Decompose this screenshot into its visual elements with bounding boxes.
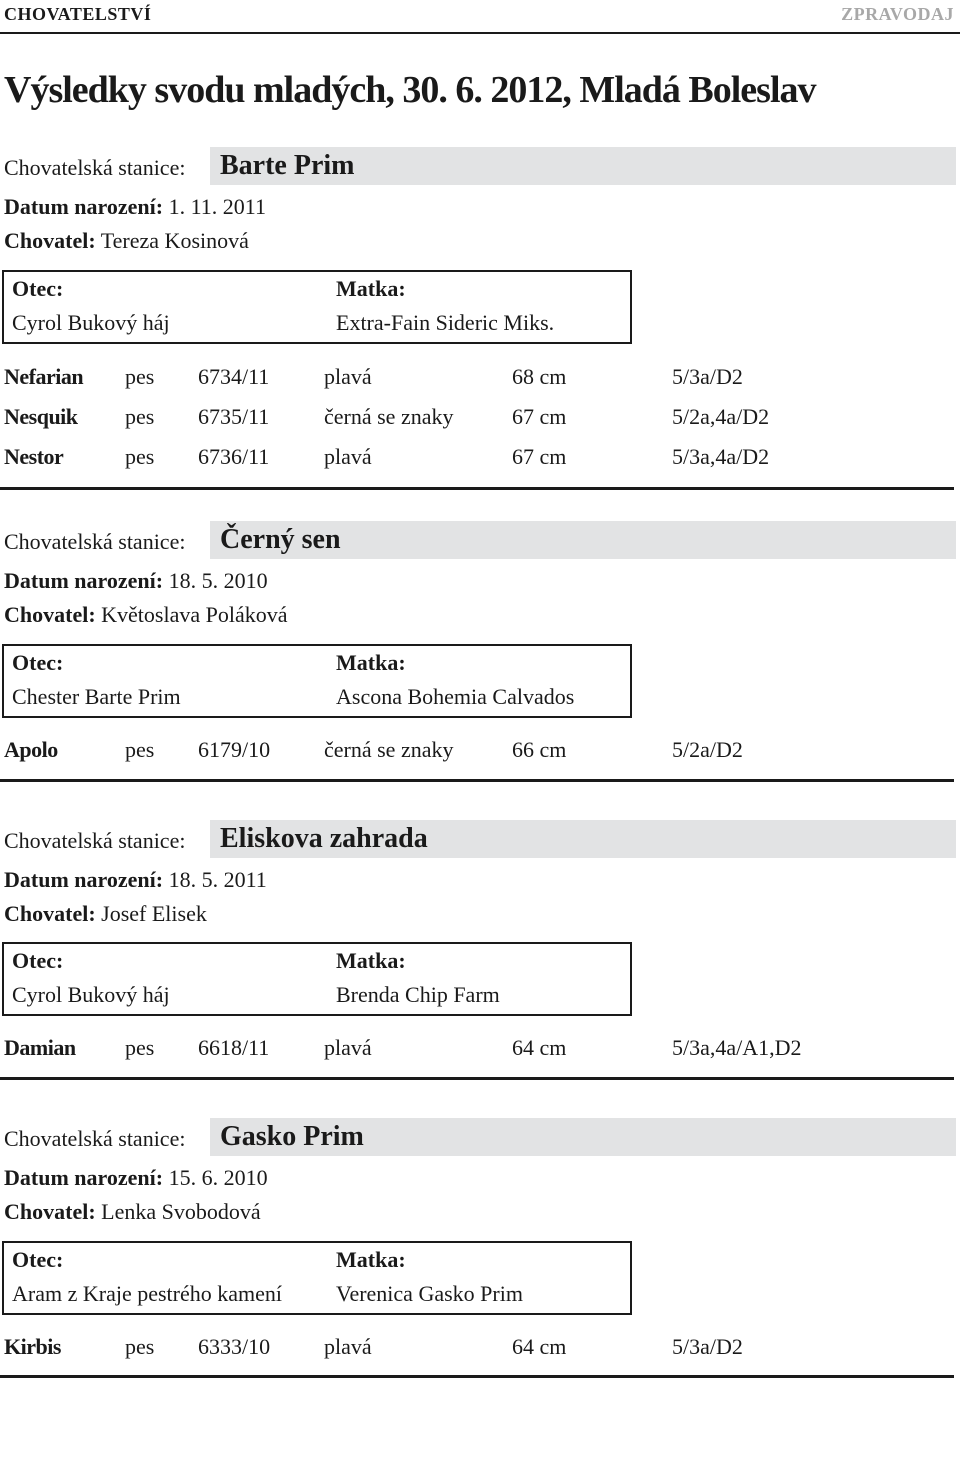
mother-cell: [336, 944, 656, 1014]
mother-name: Extra-Fain Sideric Miks.: [336, 310, 555, 335]
breeder-value: Lenka Svobodová: [101, 1199, 261, 1224]
father-cell: [12, 272, 332, 342]
header-rule: [0, 32, 960, 34]
dog-sex: pes: [125, 444, 155, 469]
mother-label: Matka:: [336, 276, 406, 301]
dog-height: 64 cm: [512, 1035, 567, 1060]
breeder: [4, 601, 288, 629]
parents-box: [2, 270, 632, 344]
birth-label: Datum narození:: [4, 194, 164, 219]
page-header: [0, 0, 960, 40]
dog-evaluation: 5/3a/D2: [672, 364, 743, 389]
dog-height: 66 cm: [512, 737, 567, 762]
dog-height: 67 cm: [512, 444, 567, 469]
dog-name: Nefarian: [4, 364, 84, 389]
dog-height: 67 cm: [512, 404, 567, 429]
father-label: Otec:: [12, 650, 64, 675]
dog-sex: pes: [125, 1334, 155, 1359]
father-label: Otec:: [12, 948, 64, 973]
dog-sex: pes: [125, 404, 155, 429]
dog-color: plavá: [324, 1035, 372, 1060]
dog-row: [0, 362, 960, 392]
breeder-label: Chovatel:: [4, 1199, 96, 1224]
birth-date: [4, 1164, 268, 1192]
dog-name: Kirbis: [4, 1334, 61, 1359]
dog-color: plavá: [324, 444, 372, 469]
page-title: Výsledky svodu mladých, 30. 6. 2012, Mladá Boleslav: [4, 69, 816, 111]
breeder-label: Chovatel:: [4, 602, 96, 627]
birth-value: 15. 6. 2010: [168, 1165, 268, 1190]
dog-row: [0, 442, 960, 472]
mother-name: Ascona Bohemia Calvados: [336, 684, 575, 709]
father-name: Chester Barte Prim: [12, 684, 181, 709]
station-label: Chovatelská stanice:: [4, 828, 186, 853]
station-name: Gasko Prim: [220, 1121, 364, 1152]
station-bar: [210, 820, 956, 858]
dog-registration: 6735/11: [198, 404, 270, 429]
mother-label: Matka:: [336, 948, 406, 973]
dog-evaluation: 5/2a,4a/D2: [672, 404, 770, 429]
mother-label: Matka:: [336, 1247, 406, 1272]
dog-sex: pes: [125, 1035, 155, 1060]
breeder: [4, 900, 207, 928]
station-bar: [210, 521, 956, 559]
section-name: CHOVATELSTVÍ: [4, 4, 152, 24]
breeder: [4, 227, 249, 255]
mother-name: Brenda Chip Farm: [336, 982, 500, 1007]
birth-value: 18. 5. 2010: [168, 568, 268, 593]
breeder-value: Květoslava Poláková: [101, 602, 288, 627]
dog-registration: 6736/11: [198, 444, 270, 469]
dog-name: Apolo: [4, 737, 58, 762]
father-cell: [12, 944, 332, 1014]
dog-height: 68 cm: [512, 364, 567, 389]
breeder-label: Chovatel:: [4, 228, 96, 253]
birth-date: [4, 193, 266, 221]
dog-color: černá se znaky: [324, 404, 454, 429]
breeder-value: Josef Elisek: [101, 901, 207, 926]
dog-row: [0, 735, 960, 765]
station-name: Barte Prim: [220, 150, 355, 181]
birth-label: Datum narození:: [4, 568, 164, 593]
dog-registration: 6179/10: [198, 737, 271, 762]
station-label: Chovatelská stanice:: [4, 155, 186, 180]
dog-registration: 6618/11: [198, 1035, 270, 1060]
birth-label: Datum narození:: [4, 1165, 164, 1190]
station-row: [0, 521, 960, 559]
breeder-value: Tereza Kosinová: [100, 228, 249, 253]
station-label: Chovatelská stanice:: [4, 529, 186, 554]
birth-date: [4, 866, 267, 894]
parents-box: [2, 644, 632, 718]
dog-sex: pes: [125, 364, 155, 389]
dog-row: [0, 1332, 960, 1362]
mother-label: Matka:: [336, 650, 406, 675]
dog-registration: 6333/10: [198, 1334, 271, 1359]
station-row: [0, 820, 960, 858]
mother-cell: [336, 1243, 656, 1313]
parents-box: [2, 1241, 632, 1315]
birth-date: [4, 567, 268, 595]
dog-name: Nestor: [4, 444, 64, 469]
breeder: [4, 1198, 261, 1226]
station-row: [0, 147, 960, 185]
dog-color: černá se znaky: [324, 737, 454, 762]
dog-evaluation: 5/3a,4a/D2: [672, 444, 770, 469]
section-divider: [0, 779, 954, 782]
dog-height: 64 cm: [512, 1334, 567, 1359]
mother-name: Verenica Gasko Prim: [336, 1281, 523, 1306]
breeder-label: Chovatel:: [4, 901, 96, 926]
dog-evaluation: 5/3a/D2: [672, 1334, 743, 1359]
dog-registration: 6734/11: [198, 364, 270, 389]
father-label: Otec:: [12, 276, 64, 301]
station-bar: [210, 147, 956, 185]
dog-name: Damian: [4, 1035, 76, 1060]
mother-cell: [336, 646, 656, 716]
dog-evaluation: 5/3a,4a/A1,D2: [672, 1035, 802, 1060]
dog-name: Nesquik: [4, 404, 78, 429]
dog-color: plavá: [324, 364, 372, 389]
station-row: [0, 1118, 960, 1156]
mother-cell: [336, 272, 656, 342]
dog-row: [0, 402, 960, 432]
father-label: Otec:: [12, 1247, 64, 1272]
dog-row: [0, 1033, 960, 1063]
publication-name: ZPRAVODAJ: [841, 4, 954, 24]
dog-color: plavá: [324, 1334, 372, 1359]
parents-box: [2, 942, 632, 1016]
section-divider: [0, 1375, 954, 1378]
father-name: Cyrol Bukový háj: [12, 310, 170, 335]
station-label: Chovatelská stanice:: [4, 1126, 186, 1151]
dog-sex: pes: [125, 737, 155, 762]
birth-label: Datum narození:: [4, 867, 164, 892]
dog-evaluation: 5/2a/D2: [672, 737, 743, 762]
birth-value: 18. 5. 2011: [168, 867, 267, 892]
station-name: Eliskova zahrada: [220, 823, 428, 854]
father-name: Cyrol Bukový háj: [12, 982, 170, 1007]
section-divider: [0, 1077, 954, 1080]
birth-value: 1. 11. 2011: [168, 194, 266, 219]
father-name: Aram z Kraje pestrého kamení: [12, 1281, 282, 1306]
father-cell: [12, 646, 332, 716]
father-cell: [12, 1243, 332, 1313]
section-divider: [0, 487, 954, 490]
station-name: Černý sen: [220, 524, 341, 555]
station-bar: [210, 1118, 956, 1156]
